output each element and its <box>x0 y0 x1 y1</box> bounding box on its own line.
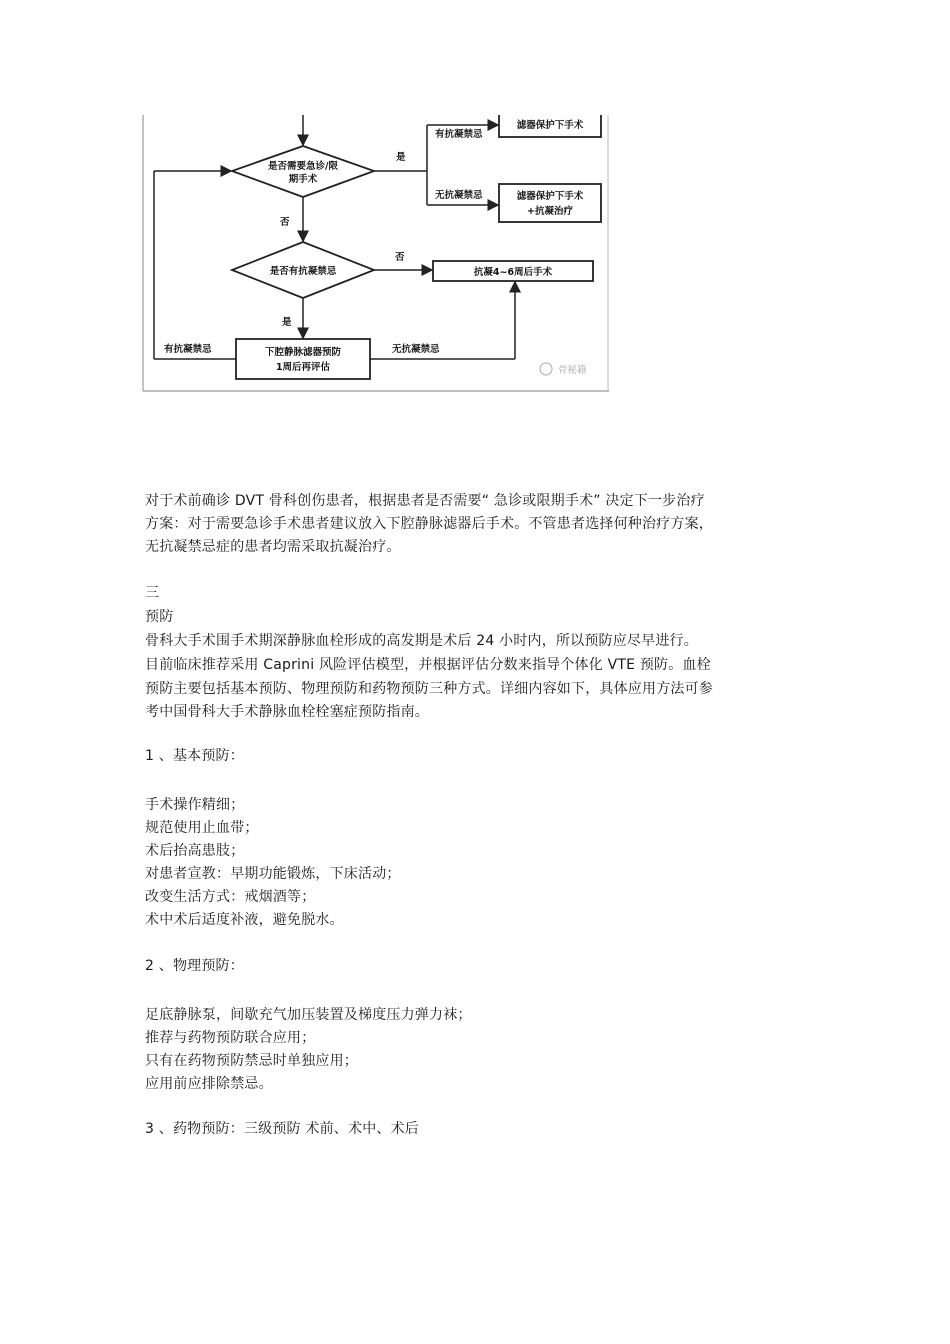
watermark-icon <box>540 363 552 375</box>
no1-label: 否 <box>280 217 290 228</box>
section-title: 预防 <box>145 609 174 625</box>
no2-label: 否 <box>395 252 405 263</box>
list-item: 改变生活方式：戒烟酒等； <box>145 889 316 905</box>
decision1-label-line1: 是否需要急诊/限 <box>268 161 338 172</box>
box-anticoag-label: 抗凝4~6周后手术 <box>473 267 553 278</box>
paragraph-line: 骨科大手术围手术期深静脉血栓形成的高发期是术后 24 小时内，所以预防应尽早进行。 <box>145 633 698 649</box>
paragraph-line: 对于术前确诊 DVT 骨科创伤患者，根据患者是否需要“ 急诊或限期手术” 决定下一步治疗 <box>145 493 705 509</box>
list-item: 对患者宣教：早期功能锻炼，下床活动； <box>145 866 401 882</box>
subheading-physical: 2 、物理预防： <box>145 958 244 974</box>
yes2-label: 是 <box>282 317 292 328</box>
list-item: 推荐与药物预防联合应用； <box>145 1030 316 1046</box>
section-number: 三 <box>145 585 160 601</box>
paragraph-line: 方案：对于需要急诊手术患者建议放入下腔静脉滤器后手术。不管患者选择何种治疗方案， <box>145 516 713 532</box>
paragraph-line: 考中国骨科大手术静脉血栓栓塞症预防指南。 <box>145 704 429 720</box>
list-item: 术中术后适度补液，避免脱水。 <box>145 912 344 928</box>
box-filter-label: 滤器保护下手术 <box>516 120 584 131</box>
list-item: 应用前应排除禁忌。 <box>145 1076 273 1092</box>
list-item: 规范使用止血带； <box>145 820 259 836</box>
list-item: 术后抬高患肢； <box>145 843 245 859</box>
box-ivc-filter <box>236 339 370 379</box>
flowchart-image <box>142 115 610 392</box>
subheading-basic: 1 、基本预防： <box>145 748 244 764</box>
decision1-label-line2: 期手术 <box>288 174 318 185</box>
flowchart-diagram <box>142 115 610 392</box>
decision2-label: 是否有抗凝禁忌 <box>269 266 337 277</box>
box-ivc-line1: 下腔静脉滤器预防 <box>264 347 342 358</box>
list-item: 足底静脉泵，间歇充气加压装置及梯度压力弹力袜； <box>145 1007 472 1023</box>
paragraph-line: 预防主要包括基本预防、物理预防和药物预防三种方式。详细内容如下，具体应用方法可参 <box>145 681 713 697</box>
box-ivc-line2: 1周后再评估 <box>275 362 331 373</box>
branch-nocontra-label: 无抗凝禁忌 <box>435 190 483 201</box>
left-contra-label: 有抗凝禁忌 <box>164 344 212 355</box>
list-item: 手术操作精细； <box>145 797 245 813</box>
subheading-drug: 3 、药物预防：三级预防 术前、术中、术后 <box>145 1121 420 1137</box>
list-item: 只有在药物预防禁忌时单独应用； <box>145 1053 358 1069</box>
branch-contra-label: 有抗凝禁忌 <box>435 129 483 140</box>
box-filter-anti-line1: 滤器保护下手术 <box>516 191 584 202</box>
box-filter-anti-line2: +抗凝治疗 <box>527 206 573 217</box>
paragraph-line: 无抗凝禁忌症的患者均需采取抗凝治疗。 <box>145 539 401 555</box>
right-nocontra-label: 无抗凝禁忌 <box>392 344 440 355</box>
paragraph-line: 目前临床推荐采用 Caprini 风险评估模型，并根据评估分数来指导个体化 VTE 预防。血栓 <box>145 657 711 673</box>
yes1-label: 是 <box>396 152 406 163</box>
watermark-text: 骨秘籍 <box>558 365 587 376</box>
